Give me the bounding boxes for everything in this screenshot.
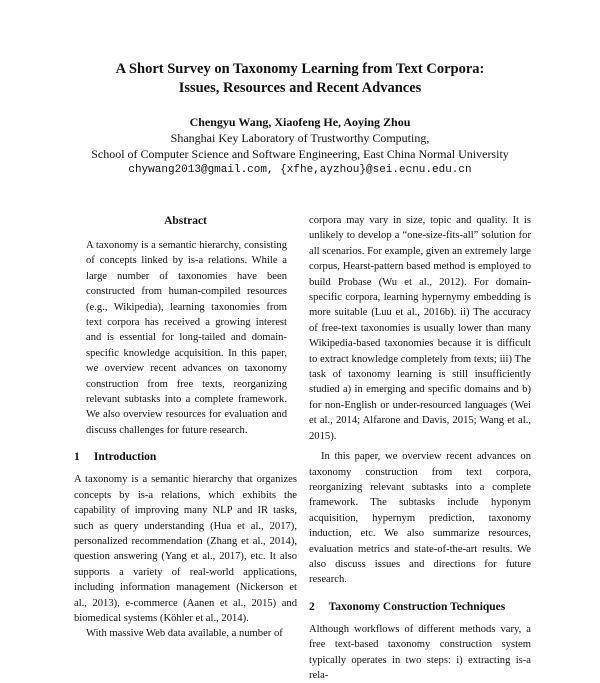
author-names: Chengyu Wang, Xiaofeng He, Aoying Zhou [189, 115, 411, 129]
author-emails: chywang2013@gmail.com, {xfhe,ayzhou}@sei.ecnu.edu.cn [128, 164, 472, 176]
affiliation-line-1: Shanghai Key Laboratory of Trustworthy Computing, [170, 131, 430, 145]
body-paragraph-overview: In this paper, we overview recent advances on taxonomy construction from text corpora, reorganizing relevant subtasks into a complete framework. The subtasks include hyponym acquisition, hypernym prediction, taxonomy induction, etc. We also summarize resources, evaluation metrics and state-of-the-art results. We also discuss issues and directions for future research. [309, 451, 531, 586]
affiliation-line-2: School of Computer Science and Software Engineering, East China Normal University [91, 147, 509, 161]
author-block [0, 114, 600, 178]
section-number: 2 [309, 600, 315, 613]
section-heading-introduction [74, 449, 297, 465]
section-title: Introduction [93, 451, 157, 464]
section2-paragraph-1: Although workflows of different methods vary, a free text-based taxonomy construction system typically operates in two steps: i) extracting is-a rela- [309, 623, 531, 681]
paper-title [0, 60, 600, 98]
body-paragraph-continued: corpora may vary in size, topic and quality. It is unlikely to develop a “one-size-fits-all” solution for all scenarios. For example, given an extremely large corpus, Hearst-pattern based method is employed to build Probase (Wu et al., 2012). For domain-specific corpora, learning hypernymy embedding is more suitable (Luu et al., 2016b). ii) The accuracy of free-text taxonomies is usually lower than many Wikipedia-based taxonomies because it is difficult to extract knowledge completely from texts; iii) The task of taxonomy learning is still insufficiently studied a) in emerging and specific domains and b) for non-English or under-resourced languages (Wei et al., 2014; Alfarone and Davis, 2015; Wang et al., 2015). [309, 215, 531, 442]
left-column [74, 213, 297, 642]
right-column [309, 213, 531, 683]
intro-paragraph-1: A taxonomy is a semantic hierarchy that organizes concepts by is-a relations, which exhibits the capability of improving many NLP and IR tasks, such as query understanding (Hua et al., 2017), personalized recommendation (Zhang et al., 2014), question answering (Yang et al., 2017), etc. It also supports a variety of real-world applications, including information management (Nickerson et al., 2013), e-commerce (Aanen et al., 2015) and biomedical systems (Köhler et al., 2014). [74, 474, 297, 624]
section-title: Taxonomy Construction Techniques [328, 600, 506, 613]
abstract-text: A taxonomy is a semantic hierarchy, consisting of concepts linked by is-a relations. While a large number of taxonomies have been constructed from human-compiled resources (e.g., Wikipedia), learning taxonomies from text corpora has received a growing interest and is essential for long-tailed and domain-specific knowledge acquisition. In this paper, we overview recent advances on taxonomy construction from free texts, reorganizing relevant subtasks into a complete framework. We also overview resources for evaluation and discuss challenges for future research. [86, 240, 287, 436]
section-heading-techniques [309, 599, 531, 615]
intro-paragraph-2-start: With massive Web data available, a number of [86, 628, 283, 640]
title-line-2: Issues, Resources and Recent Advances [178, 80, 422, 96]
section-number: 1 [74, 451, 80, 464]
title-line-1: A Short Survey on Taxonomy Learning from Text Corpora: [115, 61, 485, 77]
abstract-heading: Abstract [164, 215, 207, 227]
